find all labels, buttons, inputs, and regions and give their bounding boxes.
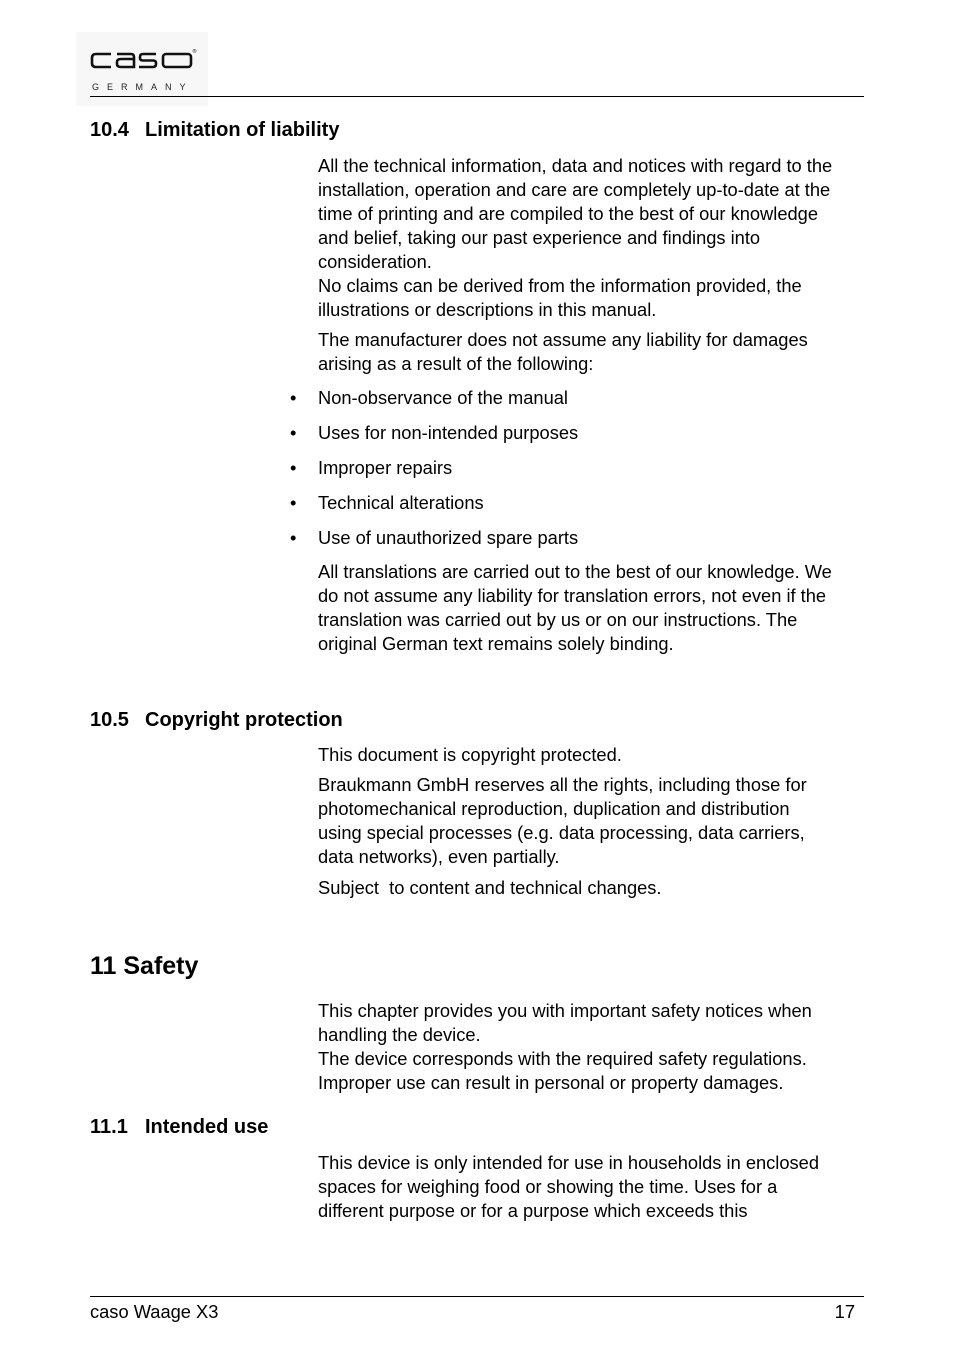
bullet-icon: • [290,457,297,478]
page-number: 17 [834,1301,855,1322]
bullet-icon: • [290,492,297,513]
list-item: • Use of unauthorized spare parts [290,527,579,548]
line: do not assume any liability for translation errors, not even if the [318,585,827,606]
footer-product-name: caso Waage X3 [90,1301,219,1322]
line: using special processes (e.g. data processing, data carriers, [318,822,805,843]
line: This device is only intended for use in households in enclosed [318,1152,820,1173]
list-item: • Non-observance of the manual [290,387,568,408]
line: This document is copyright protected. [318,744,622,765]
line: The device corresponds with the required safety regulations. [318,1048,807,1069]
line: All the technical information, data and notices with regard to the [318,155,833,176]
bullet-icon: • [290,527,297,548]
heading-title: Limitation of liability [145,119,340,141]
heading-title: Copyright protection [145,709,343,731]
line: No claims can be derived from the information provided, the [318,275,802,296]
list-item: • Technical alterations [290,492,484,513]
line: This chapter provides you with important safety notices when [318,1000,812,1021]
liability-paragraph-3 [318,560,866,656]
copyright-paragraph-3 [318,876,866,900]
bullet-icon: • [290,387,297,408]
liability-paragraph-1 [318,154,866,322]
line: translation was carried out by us or on our instructions. The [318,609,798,630]
bullet-icon: • [290,422,297,443]
line: time of printing and are compiled to the best of our knowledge [318,203,818,224]
heading-11-safety: 11 Safety [90,952,199,980]
line: different purpose or for a purpose which exceeds this [318,1200,748,1221]
line: All translations are carried out to the best of our knowledge. We [318,561,832,582]
line: data networks), even partially. [318,846,560,867]
footer-rule [90,1296,864,1297]
copyright-paragraph-1 [318,743,866,767]
copyright-paragraph-2 [318,773,866,869]
liability-paragraph-2 [318,328,866,376]
line: photomechanical reproduction, duplication and distribution [318,798,790,819]
heading-number: 10.5 [90,709,129,731]
line: illustrations or descriptions in this manual. [318,299,657,320]
line: consideration. [318,251,432,272]
logo-sub-text: GERMANY [92,82,194,92]
caso-germany-logo [76,32,208,106]
line: and belief, taking our past experience and findings into [318,227,761,248]
line: Braukmann GmbH reserves all the rights, including those for [318,774,807,795]
line: spaces for weighing food or showing the time. Uses for a [318,1176,778,1197]
line: Improper use can result in personal or property damages. [318,1072,784,1093]
svg-text:®: ® [192,49,197,55]
line: original German text remains solely binding. [318,633,674,654]
line: Subject to content and technical changes. [318,877,662,898]
line: The manufacturer does not assume any liability for damages [318,329,808,350]
heading-10-4 [90,118,339,142]
heading-number: 10.4 [90,119,129,141]
intended-use-paragraph [318,1151,866,1223]
list-item: • Improper repairs [290,457,453,478]
safety-paragraph [318,999,866,1095]
heading-10-5 [90,708,343,732]
line: handling the device. [318,1024,481,1045]
line: installation, operation and care are completely up-to-date at the [318,179,831,200]
heading-11-1 [90,1115,268,1139]
heading-title: Intended use [145,1116,269,1138]
header-rule [90,96,864,97]
heading-number: 11.1 [90,1116,128,1138]
liability-bullet-list [286,386,866,561]
line: arising as a result of the following: [318,353,594,374]
list-item: • Uses for non-intended purposes [290,422,579,443]
